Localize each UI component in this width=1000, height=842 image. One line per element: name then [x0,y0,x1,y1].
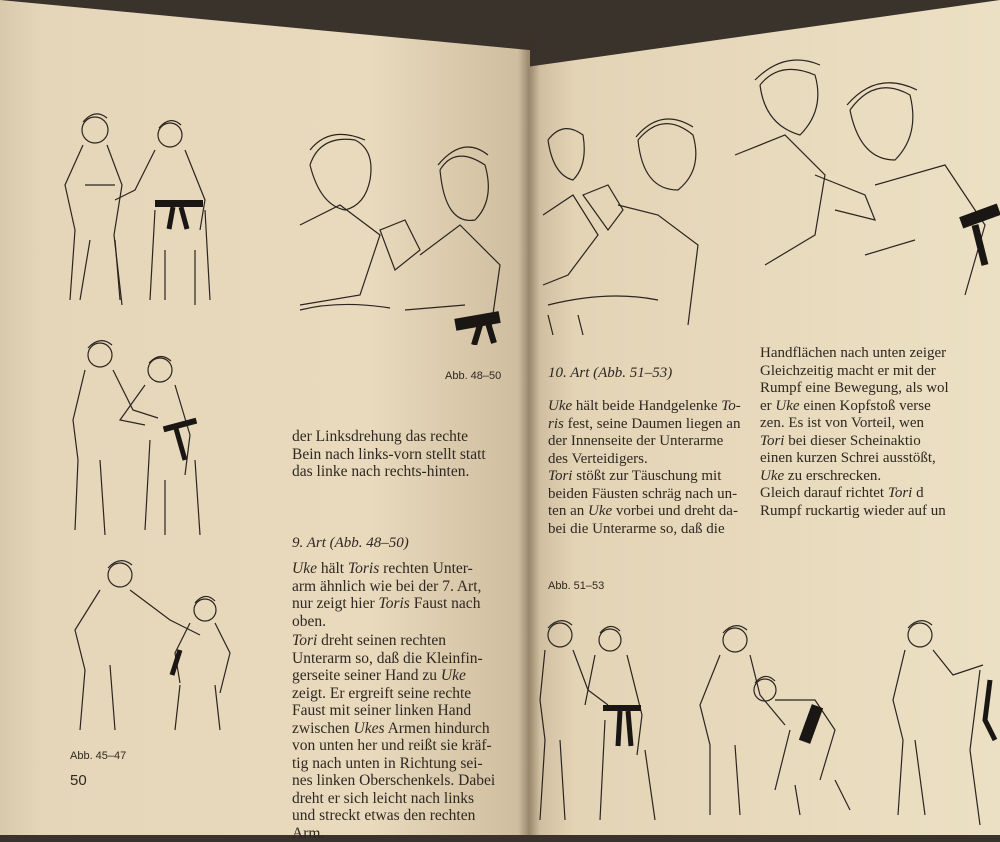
name-italic: To- [721,398,740,414]
text-line: arm ähnlich wie bei der 7. Art, [292,578,481,596]
paragraph-10-col2 [760,345,949,520]
text-line: Arm. [292,825,495,842]
name-italic: Uke [292,560,317,577]
text-line: dreht er sich leicht nach links [292,790,495,808]
illustration-abb-51-upper [725,55,1000,305]
text-line: gerseite seiner Hand zu Uke [292,667,495,685]
name-italic: Tori [292,632,317,649]
paragraph-9-intro [292,560,481,630]
caption-abb-48-50: Abb. 48–50 [445,370,501,382]
name-italic: Toris [379,595,410,612]
text-line: des Verteidigers. [548,451,741,469]
text-line: Rumpf ruckartig wieder auf un [760,503,949,521]
text-line: zwischen Ukes Armen hindurch [292,720,495,738]
text-line: Gleichzeitig macht er mit der [760,363,949,381]
text-line: Rumpf eine Bewegung, als wol [760,380,949,398]
text-line: Handflächen nach unten zeiger [760,345,949,363]
text-line: einen kurzen Schrei ausstößt, [760,450,949,468]
name-italic: Uke [775,398,799,414]
text-line: ten an Uke vorbei und dreht da- [548,503,741,521]
illustration-abb-46 [55,330,225,550]
text-line: Tori stößt zur Täuschung mit [548,468,741,486]
text-line: Faust mit seiner linken Hand [292,702,495,720]
paragraph-continuation [292,428,486,481]
text-line: Uke zu erschrecken. [760,468,949,486]
name-italic: Tori [760,433,784,449]
name-italic: Toris [348,560,379,577]
name-italic: ris [548,416,564,432]
text-line: der Linksdrehung das rechte [292,428,486,446]
text-line: oben. [292,613,481,631]
text-line: beiden Fäusten schräg nach un- [548,486,741,504]
paragraph-10-col1 [548,398,741,538]
text-line: von unten her und reißt sie kräf- [292,737,495,755]
text-line: ris fest, seine Daumen liegen an [548,416,741,434]
text-line: Uke hält Toris rechten Unter- [292,560,481,578]
text-line: Tori bei dieser Scheinaktio [760,433,949,451]
text-line: Uke hält beide Handgelenke To- [548,398,741,416]
name-italic: Tori [548,468,572,484]
text-line: Bein nach links-vorn stellt statt [292,446,486,464]
text-line: Gleich darauf richtet Tori d [760,485,949,503]
name-italic: Tori [888,485,912,501]
text-line: der Innenseite der Unterarme [548,433,741,451]
name-italic: Ukes [354,720,385,737]
section-heading-10: 10. Art (Abb. 51–53) [548,365,672,382]
text-line: und streckt etwas den rechten [292,807,495,825]
caption-abb-51-53: Abb. 51–53 [548,580,604,592]
text-line: zen. Es ist von Vorteil, wen [760,415,949,433]
text-line: nes linken Oberschenkels. Dabei [292,772,495,790]
text-line: Tori dreht seinen rechten [292,632,495,650]
illustration-abb-47 [55,555,245,745]
name-italic: Uke [441,667,466,684]
name-italic: Uke [588,503,612,519]
text-line: er Uke einen Kopfstoß verse [760,398,949,416]
text-line: nur zeigt hier Toris Faust nach [292,595,481,613]
text-line: tig nach unten in Richtung sei- [292,755,495,773]
text-line: bei die Unterarme so, daß die [548,521,741,539]
section-heading-9: 9. Art (Abb. 48–50) [292,535,409,552]
caption-abb-45-47: Abb. 45–47 [70,750,126,762]
illustration-abb-51-53-sequence [535,610,1000,835]
illustration-abb-45 [55,100,235,325]
text-line: das linke nach rechts-hinten. [292,463,486,481]
illustration-abb-48-closeup [290,125,510,345]
illustration-abb-51-closeup [538,115,708,340]
name-italic: Uke [548,398,572,414]
text-line: zeigt. Er ergreift seine rechte [292,685,495,703]
name-italic: Uke [760,468,784,484]
text-line: Unterarm so, daß die Kleinfin- [292,650,495,668]
paragraph-9-body [292,632,495,842]
page-number: 50 [70,772,87,789]
